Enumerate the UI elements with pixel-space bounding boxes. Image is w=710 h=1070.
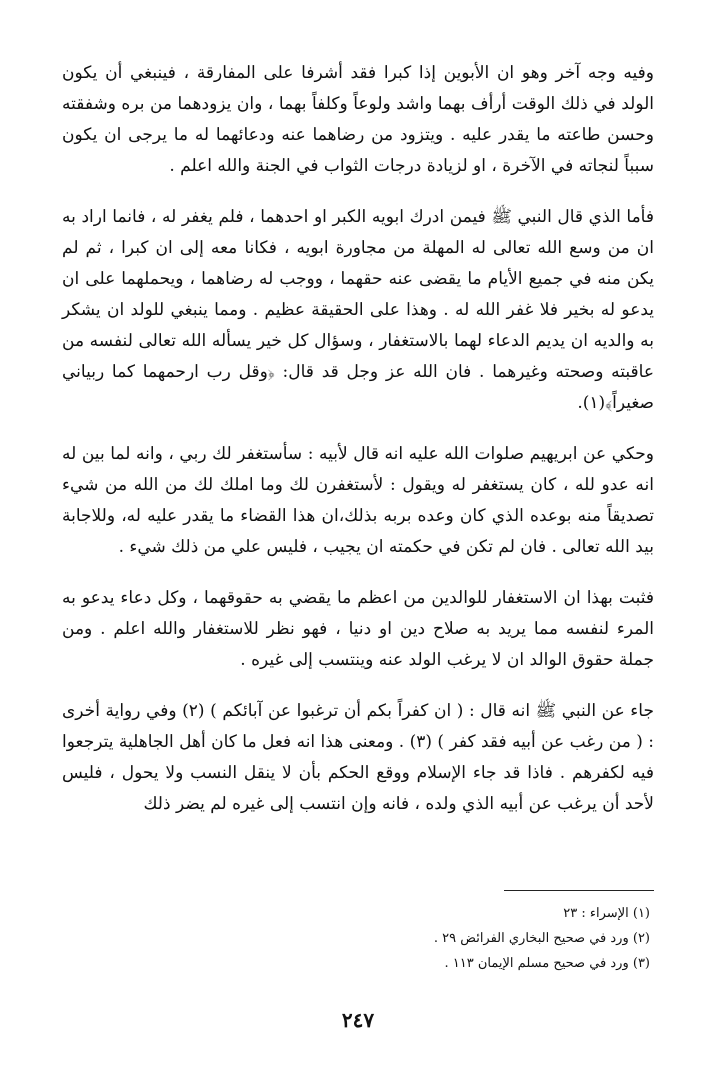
paragraph-3: وحكي عن ابريهيم صلوات الله عليه انه قال لأبيه : سأستغفر لك ربي ، وانه لما بين له انه عدو لله ، كان يستغفر له ويقول : لأستغفرن لك وما املك لك من الله من شيء تصديقاً منه بوعده الذي كان وعده بربه بذلك،ان هذا القضاء ما يقدر عليه له، وللاجابة بيد الله تعالى . فان لم تكن في حكمته ان يجيب ، فليس علي من ذلك شيء . xyxy=(62,444,654,557)
footnote-2: (٢) ورد في صحيح البخاري الفرائض ٢٩ . xyxy=(433,931,650,946)
paragraph-gap xyxy=(62,182,654,202)
book-page xyxy=(62,58,654,1058)
paragraph-gap xyxy=(62,676,654,696)
footnote-3: (٣) ورد في صحيح مسلم الإيمان ١١٣ . xyxy=(444,956,650,971)
paragraph-1: وفيه وجه آخر وهو ان الأبوين إذا كبرا فقد أشرفا على المفارقة ، فينبغي أن يكون الولد في ذلك الوقت أرأف بهما واشد ولوعاً وكلفاً بهما ، وان يزودهما من بره وشفقته وحسن طاعته ما يقدر عليه . ويتزود من رضاهما عنه ودعائهما له ما يرجى ان يكون سبباً لنجاته في الآخرة ، او لزيادة درجات الثواب في الجنة والله اعلم . xyxy=(62,63,654,176)
paragraph-gap xyxy=(62,563,654,583)
footnotes xyxy=(250,901,650,976)
paragraph-2: فأما الذي قال النبي ﷺ فيمن ادرك ابويه الكبر او احدهما ، فلم يغفر له ، فانما اراد به ان من وسع الله تعالى له المهلة من مجاورة ابويه ، فكانا معه إلى ان كبرا ، ثم لم يكن منه في جميع الأيام ما يقضى عنه حقهما ، ووجب له رضاهما ، ويحملهما على ان يدعو له بخير فلا غفر الله له . وهذا على الحقيقة عظيم . ومما ينبغي للولد ان يشكر به والديه ان يديم الدعاء لهما بالاستغفار ، وسؤال كل خير يسأله الله تعالى لنفسه من عاقبته وصحته وغيرهما . فان الله عز وجل قد قال: ﴿وقل رب ارحمهما كما ربياني صغيراً﴾(١). xyxy=(62,207,654,413)
footnote-1: (١) الإسراء : ٢٣ xyxy=(563,906,650,921)
footnote-divider xyxy=(504,890,654,891)
paragraph-4: فثبت بهذا ان الاستغفار للوالدين من اعظم ما يقضي به حقوقهما ، وكل دعاء يدعو به المرء لنفسه مما يريد به صلاح دين او دنيا ، فهو نظر للاستغفار والله اعلم . ومن جملة حقوق الوالد ان لا يرغب الولد عنه وينتسب إلى غيره . xyxy=(62,588,654,670)
paragraph-gap xyxy=(62,419,654,439)
paragraph-5: جاء عن النبي ﷺ انه قال : ( ان كفراً بكم أن ترغبوا عن آبائكم ) (٢) وفي رواية أخرى : ( من رغب عن أبيه فقد كفر ) (٣) . ومعنى هذا انه فعل ما كان أهل الجاهلية يترجعوا فيه لكفرهم . فاذا قد جاء الإسلام ووقع الحكم بأن لا ينقل النسب ولا يحول ، فليس لأحد أن يرغب عن أبيه الذي ولده ، فانه وإن انتسب إلى غيره لم يضر ذلك xyxy=(62,701,655,814)
page-number: ٢٤٧ xyxy=(341,1008,375,1032)
